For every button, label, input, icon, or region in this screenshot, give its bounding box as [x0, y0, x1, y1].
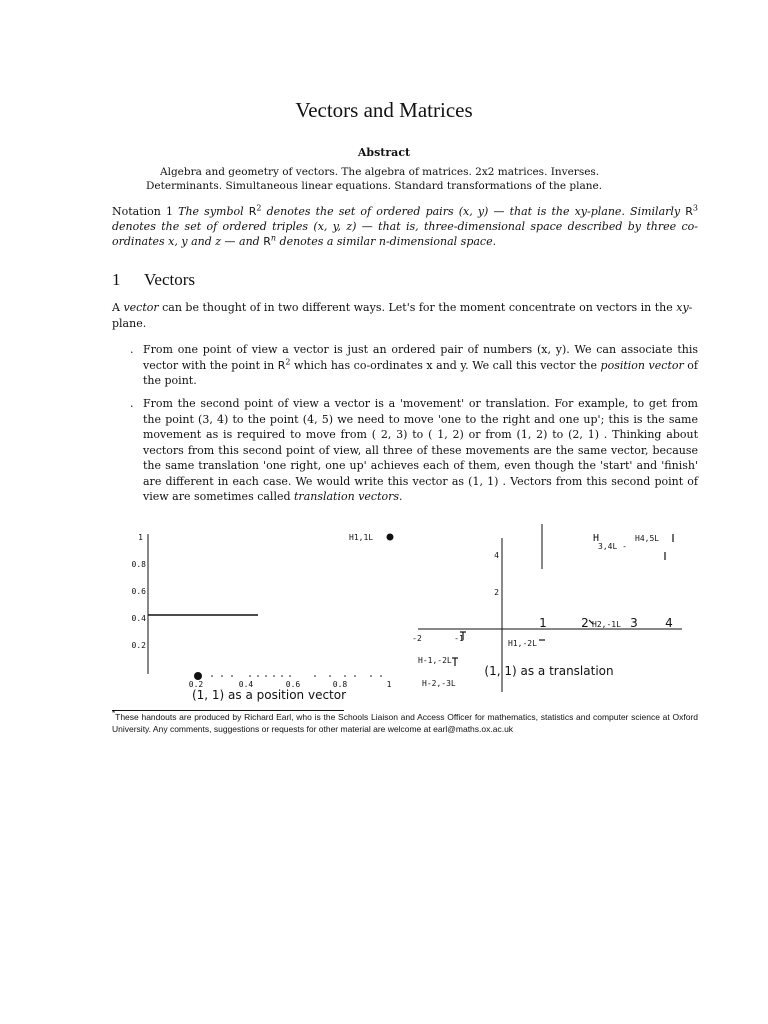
left-x-tick: 1 — [386, 680, 392, 689]
right-x-tick: 1 — [539, 616, 547, 630]
right-caption: (1, 1) as a translation — [484, 664, 614, 678]
right-x-tick: -2 — [412, 634, 422, 643]
right-x-tick: -1 — [454, 634, 464, 643]
point-label-m2-m3: H-2,-3L — [422, 679, 456, 688]
notation-r3: R — [685, 205, 693, 218]
left-x-tick: 0.4 — [238, 680, 254, 689]
bullet-translation — [130, 396, 698, 505]
intro-text-a: A — [112, 301, 124, 314]
notation-r2: R — [248, 205, 257, 218]
point-label-3-4: 3,4L - — [598, 542, 627, 551]
position-vector-plot — [132, 533, 394, 702]
vector-figures — [0, 524, 768, 704]
left-y-tick: 0.2 — [131, 641, 146, 650]
point-label-1-m2: H1,-2L — [508, 639, 537, 648]
abstract-heading: Abstract — [357, 146, 411, 159]
notation-label: Notation 1 — [112, 205, 173, 218]
notation-rn: R — [263, 235, 271, 248]
right-y-tick: 4 — [494, 551, 499, 560]
notation-text-4: denotes a similar n-dimensional space. — [276, 235, 497, 248]
footnote-mark: * — [112, 709, 116, 719]
bullet-text — [143, 396, 698, 505]
intro-xy: xy — [676, 301, 689, 314]
left-point-marker — [387, 534, 394, 541]
point-label-h: H — [593, 533, 600, 544]
footnote-text: These handouts are produced by Richard Earl, who is the Schools Liaison and Access Officer for mathematics, statistics and computer science at Oxford University. Any comments, suggestions or requests for other material are welcome at earl@maths.ox.ac.uk — [112, 712, 698, 734]
bullet-marker: . — [130, 397, 134, 410]
bullet-position-vector — [130, 342, 698, 389]
b1-text-c: of the point. — [143, 358, 698, 387]
point-label-m1-m2: H-1,-2L — [418, 656, 452, 665]
footnote — [112, 711, 698, 735]
right-x-tick: 3 — [630, 616, 638, 630]
left-x-tick: 0.8 — [332, 680, 348, 689]
section-number: 1 — [112, 270, 121, 289]
left-y-tick: 0.4 — [131, 614, 146, 623]
translation-vector-plot — [412, 524, 682, 692]
left-x-tick: 0.6 — [285, 680, 301, 689]
left-y-tick: 1 — [138, 533, 143, 542]
section-heading — [112, 270, 195, 290]
left-y-tick: 0.6 — [131, 587, 146, 596]
page-title: Vectors and Matrices — [295, 98, 473, 122]
notation-text-3: denotes the set of ordered triples (x, y, z) — that is, three-dimensional space described by three co-ordinates x, y and z — and — [112, 220, 698, 248]
right-x-tick: 4 — [665, 616, 673, 630]
b1-position-vector: position vector — [600, 358, 684, 372]
intro-text-c: -plane. — [112, 301, 693, 330]
notation-supn: n — [270, 233, 277, 243]
dotted-axis — [211, 675, 382, 677]
notation-sup2: 2 — [256, 203, 262, 213]
bullet-marker: . — [130, 343, 134, 356]
b1-sup: 2 — [285, 356, 291, 366]
b2-text-b: . — [399, 490, 403, 503]
abstract-body: Algebra and geometry of vectors. The algebra of matrices. 2x2 matrices. Inverses. Determinants. Simultaneous linear equations. Standard transformations of the plane. — [146, 166, 603, 192]
bullet-text — [143, 342, 698, 389]
origin-marker — [194, 672, 202, 680]
b1-r: R — [277, 358, 286, 372]
intro-paragraph — [112, 300, 698, 332]
notation-text-2: denotes the set of ordered pairs (x, y) — that is the xy-plane. Similarly — [261, 205, 686, 218]
point-label-4-5: H4,5L — [635, 534, 660, 543]
intro-text-b: can be thought of in two different ways. Let's for the moment concentrate on vectors in the — [158, 301, 677, 314]
right-y-tick: 2 — [494, 588, 499, 597]
left-point-label: H1,1L — [349, 533, 374, 542]
b2-text-a: From the second point of view a vector is a 'movement' or translation. For example, to get from the point (3, 4) to the point (4, 5) we need to move 'one to the right and one up'; this is the same movement as is required to move from ( 2, 3) to ( 1, 2) or from (1, 2) to (2, 1) . Thinking about vectors from this second point of view, all three of these movements are the same vector, because the same translation 'one right, one up' achieves each of them, even though the 'start' and 'finish' are different in each case. We would write this vector as (1, 1) . Vectors from this second point of view are sometimes called — [143, 397, 698, 503]
notation-sup3: 3 — [692, 203, 698, 213]
notation-text-1: The symbol — [178, 205, 249, 218]
notation-block — [112, 204, 698, 249]
left-caption: (1, 1) as a position vector — [191, 688, 347, 702]
left-x-tick: 0.2 — [188, 680, 204, 689]
intro-vector-word: vector — [123, 301, 159, 314]
b2-translation-vectors: translation vectors — [294, 490, 400, 503]
b1-text-b: which has co-ordinates x and y. We call this vector the — [290, 358, 601, 372]
b1-text-a: From one point of view a vector is just an ordered pair of numbers (x, y). We can associate this vector with the point in — [143, 343, 698, 372]
left-y-tick: 0.8 — [131, 560, 146, 569]
section-title: Vectors — [144, 270, 195, 289]
arrow-heads — [452, 534, 673, 666]
right-x-tick: 2 — [581, 616, 589, 630]
point-label-2-m1: H2,-1L — [592, 620, 621, 629]
